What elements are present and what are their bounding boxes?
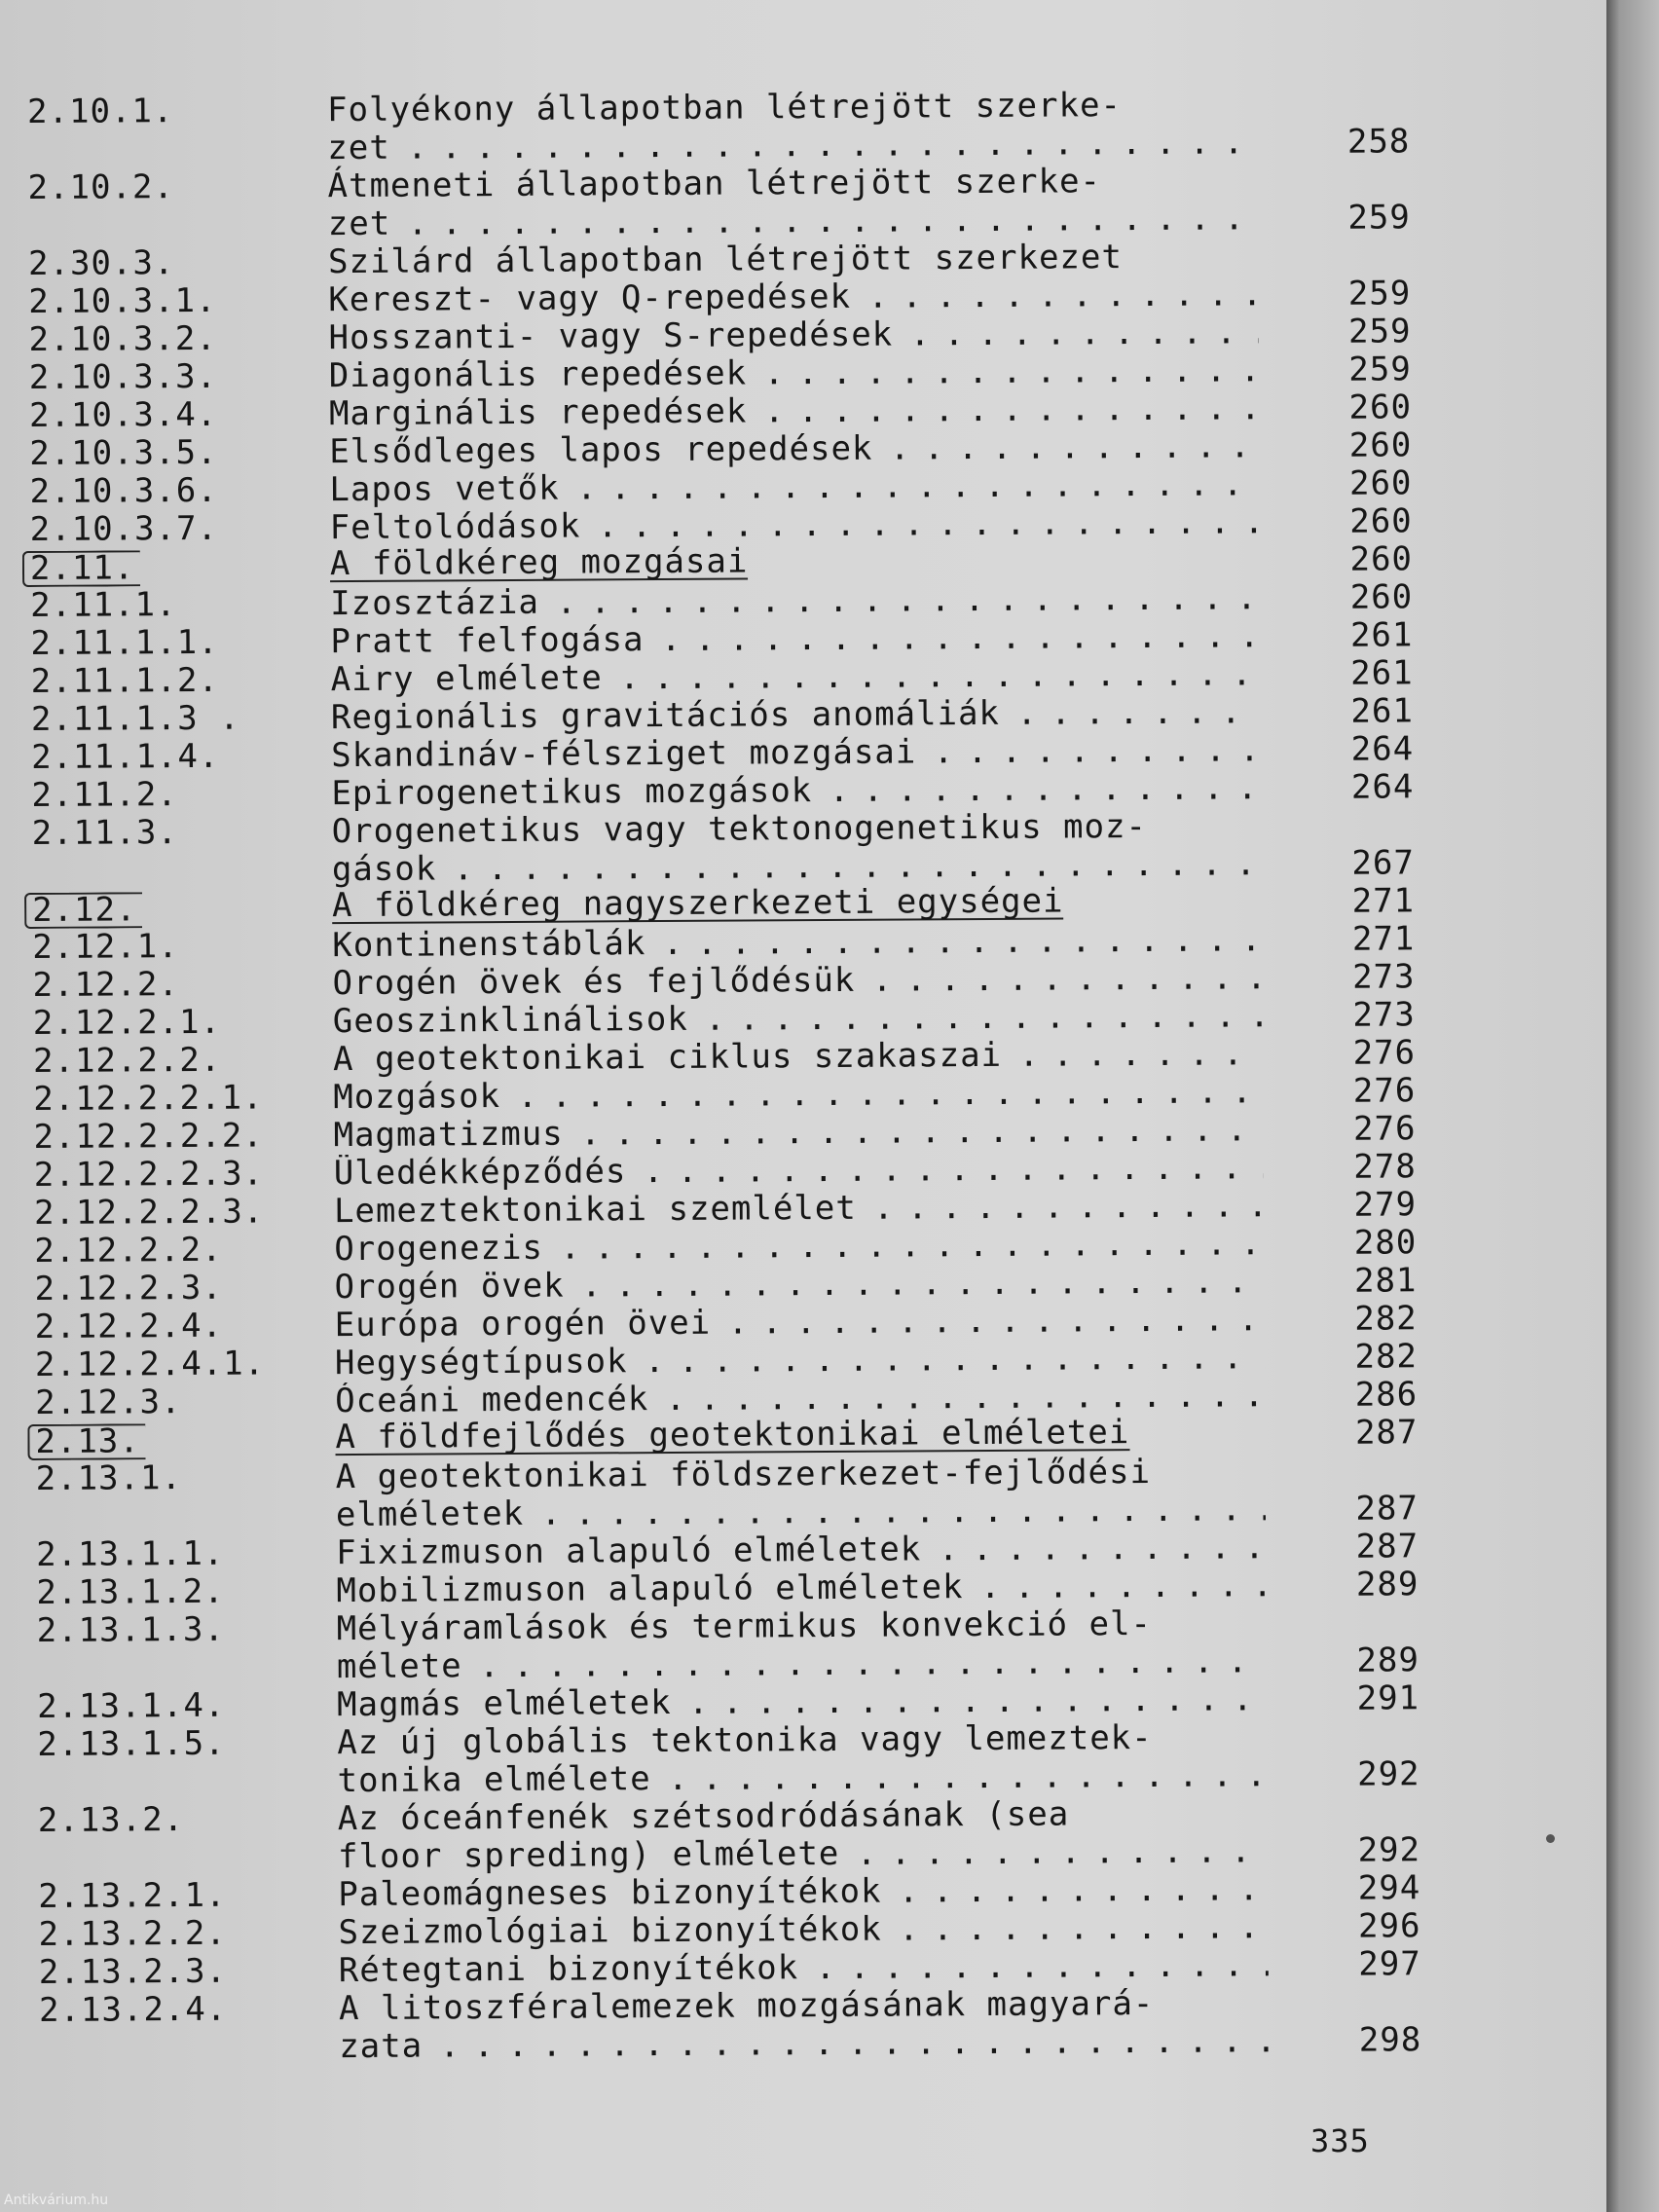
toc-title: Üledékképződés . . . [334, 1149, 1264, 1193]
toc-number: 2.30.3. [27, 243, 175, 283]
toc-page-number: 280 [1353, 1223, 1418, 1263]
toc-number: 2.12.2.2. [34, 1230, 223, 1271]
toc-entry [32, 806, 1415, 891]
toc-entry [38, 1793, 1420, 1878]
toc-page-number: 278 [1353, 1147, 1417, 1187]
toc-page-number: 291 [1356, 1678, 1420, 1718]
toc-number: 2.11.1.4. [31, 736, 220, 777]
toc-number: 2.11.1.1. [30, 622, 219, 663]
toc-page-number: 271 [1351, 881, 1416, 921]
toc-page-number: 260 [1349, 539, 1414, 579]
toc-number: 2.10.2. [27, 167, 175, 207]
toc-number: 2.10.1. [26, 92, 174, 131]
toc-title: A geotektonikai ciklus szakaszai . . . [333, 1035, 1263, 1079]
toc-title: zata . . . [339, 2022, 1269, 2066]
toc-title: Lapos vetők . . . [329, 465, 1259, 509]
toc-page-number: 286 [1354, 1375, 1419, 1415]
toc-page-number: 294 [1357, 1868, 1421, 1908]
toc-title: Geoszinklinálisok . . . [333, 997, 1263, 1041]
toc-number: 2.12.2.4. [34, 1306, 224, 1346]
toc-number: 2.12.2.1. [32, 1002, 222, 1043]
toc-page-number: 260 [1348, 463, 1413, 503]
toc-title: Airy elmélete . . . [331, 655, 1261, 699]
toc-number: 2.12.2.2.2. [33, 1116, 264, 1157]
toc-number: 2.12.3. [35, 1382, 182, 1422]
toc-title: Diagonális repedések . . . [329, 351, 1259, 395]
toc-number: 2.13.1. [35, 1458, 183, 1498]
toc-number: 2.13.2.2. [38, 1913, 227, 1954]
toc-title: Rétegtani bizonyítékok . . . [339, 1946, 1269, 1990]
toc-page-number: 276 [1352, 1071, 1417, 1111]
toc-page-number: 261 [1350, 691, 1415, 731]
toc-page-number: 261 [1350, 653, 1414, 693]
toc-number: 2.13.1.1. [36, 1533, 225, 1574]
toc-number: 2.12. [24, 892, 143, 929]
toc-title: Magmatizmus . . . [333, 1111, 1263, 1155]
page-number: 335 [1310, 2122, 1370, 2159]
toc-page-number: 259 [1347, 312, 1412, 351]
toc-title: Magmás elméletek . . . [337, 1680, 1267, 1724]
toc-number: 2.13.2.4. [38, 1989, 228, 2030]
toc-title: floor spreding) elmélete . . . [338, 1832, 1268, 1876]
toc-number: 2.11.2. [31, 775, 178, 815]
toc-page-number: 259 [1347, 274, 1412, 313]
toc-title: Mélyáramlások és termikus konvekció el- [336, 1604, 1153, 1649]
toc-title: A litoszféralemezek mozgásának magyará- [338, 1983, 1155, 2029]
toc-title: Mobilizmuson alapuló elméletek . . . [336, 1567, 1266, 1610]
toc-page-number: 282 [1354, 1299, 1418, 1339]
toc-title: zet . . . [328, 200, 1258, 243]
table-of-contents [27, 85, 1421, 2068]
toc-entry [37, 1604, 1419, 1688]
toc-page-number: 292 [1357, 1830, 1421, 1870]
toc-page-number: 267 [1351, 843, 1415, 883]
toc-title: Elsődleges lapos repedések . . . [329, 427, 1259, 471]
toc-number: 2.10.3.5. [29, 432, 218, 473]
toc-title: Folyékony állapotban létrejött szerke- [326, 86, 1123, 130]
toc-title: Marginális repedések . . . [329, 389, 1259, 433]
toc-number: 2.12.2.2. [32, 1040, 222, 1081]
toc-number: 2.12.2. [32, 965, 180, 1005]
toc-title: A földkéreg nagyszerkezeti egységei [331, 881, 1064, 926]
toc-title: Szilárd állapotban létrejött szerkezet [327, 238, 1124, 282]
toc-number: 2.12.2.3. [34, 1268, 223, 1309]
toc-number: 2.10.3.4. [28, 394, 218, 435]
toc-page-number: 273 [1352, 995, 1416, 1035]
toc-number: 2.11.3. [31, 813, 179, 853]
watermark: Antikvárium.hu [4, 2193, 109, 2208]
toc-entry [37, 1717, 1419, 1802]
toc-title: A földkéreg mozgásai [329, 541, 749, 584]
toc-title: Szeizmológiai bizonyítékok . . . [338, 1908, 1268, 1952]
toc-title: Izosztázia . . . [330, 579, 1260, 623]
toc-page-number: 282 [1354, 1337, 1419, 1377]
toc-title: Pratt felfogása . . . [330, 617, 1260, 661]
toc-page-number: 259 [1348, 350, 1412, 389]
toc-title: Feltolódások . . . [330, 503, 1260, 547]
toc-number: 2.10.3.7. [29, 508, 219, 549]
toc-entry [27, 161, 1410, 245]
toc-page-number: 297 [1358, 1944, 1421, 1984]
toc-title: Óceáni medencék . . . [335, 1377, 1265, 1420]
toc-title: Orogén övek és fejlődésük . . . [332, 959, 1262, 1003]
toc-page-number: 260 [1348, 425, 1413, 465]
toc-entry [27, 85, 1410, 169]
toc-page-number: 289 [1356, 1641, 1419, 1680]
toc-page-number: 281 [1353, 1261, 1418, 1301]
toc-entry [36, 1452, 1419, 1536]
toc-page-number: 289 [1355, 1565, 1419, 1604]
toc-page-number: 260 [1349, 501, 1413, 541]
toc-title: Skandináv-félsziget mozgásai . . . [331, 731, 1261, 775]
toc-title: Az új globális tektonika vagy lemeztek- [337, 1717, 1153, 1763]
paper-spot [1546, 1834, 1555, 1843]
toc-page-number: 273 [1352, 957, 1416, 997]
toc-title: Paleomágneses bizonyítékok . . . [338, 1870, 1268, 1914]
toc-title: Kontinenstáblák . . . [332, 921, 1262, 965]
toc-title: A földfejlődés geotektonikai elméletei [335, 1413, 1130, 1457]
toc-page-number: 271 [1351, 919, 1416, 959]
toc-page-number: 258 [1346, 122, 1411, 162]
toc-number: 2.13.2.3. [38, 1951, 228, 1992]
toc-page-number: 260 [1349, 577, 1414, 617]
toc-title: Lemeztektonikai szemlélet . . . [334, 1187, 1264, 1231]
toc-number: 2.13.1.4. [36, 1685, 226, 1726]
toc-title: tonika elmélete . . . [337, 1756, 1267, 1800]
toc-number: 2.13.1.2. [36, 1571, 225, 1612]
toc-title: gások . . . [332, 845, 1262, 889]
toc-title: Európa orogén övei . . . [335, 1301, 1265, 1345]
toc-number: 2.12.2.2.3. [33, 1154, 265, 1195]
toc-title: Epirogenetikus mozgások . . . [331, 769, 1261, 813]
toc-number: 2.10.3.1. [28, 280, 217, 321]
toc-page-number: 287 [1355, 1527, 1419, 1567]
toc-number: 2.13.2. [37, 1800, 185, 1840]
toc-page-number: 259 [1347, 198, 1411, 238]
toc-number: 2.10.3.6. [29, 470, 218, 511]
toc-number: 2.12.2.2.1. [33, 1078, 264, 1119]
toc-number: 2.12.2.2.3. [33, 1192, 265, 1233]
toc-number: 2.13. [27, 1423, 146, 1460]
toc-number: 2.13.1.3. [36, 1609, 225, 1650]
toc-title: Hegységtípusok . . . [335, 1339, 1265, 1382]
toc-title: Kereszt- vagy Q-repedések . . . [328, 276, 1258, 319]
page-edge-shadow [1606, 0, 1659, 2212]
toc-number: 2.11.1.2. [30, 660, 220, 701]
toc-page-number: 264 [1350, 767, 1415, 807]
toc-number: 2.13.1.5. [37, 1723, 226, 1764]
toc-page-number: 292 [1357, 1754, 1420, 1794]
toc-number: 2.10.3.3. [28, 356, 218, 397]
toc-title: elméletek . . . [336, 1491, 1266, 1534]
toc-title: mélete . . . [337, 1642, 1267, 1686]
toc-entry [39, 1983, 1421, 2068]
toc-title: zet . . . [327, 124, 1257, 167]
toc-page-number: 276 [1352, 1033, 1417, 1073]
toc-page-number: 261 [1349, 615, 1414, 655]
toc-number: 2.10.3.2. [28, 318, 217, 359]
toc-number: 2.12.2.4.1. [34, 1344, 266, 1384]
toc-number: 2.11.1. [30, 585, 177, 625]
toc-page-number: 296 [1357, 1906, 1421, 1946]
toc-page-number: 279 [1353, 1185, 1418, 1225]
toc-title: Hosszanti- vagy S-repedések . . . [328, 313, 1258, 357]
toc-page-number: 264 [1350, 729, 1415, 769]
toc-title: Mozgások . . . [333, 1073, 1263, 1117]
toc-title: Fixizmuson alapuló elméletek . . . [336, 1529, 1266, 1572]
toc-title: Regionális gravitációs anomáliák . . . [331, 693, 1261, 737]
toc-title: Az óceánfenék szétsodródásának (sea [337, 1794, 1070, 1839]
toc-title: A geotektonikai földszerkezet-fejlődési [335, 1452, 1152, 1497]
toc-page-number: 276 [1352, 1109, 1417, 1149]
toc-page-number: 287 [1355, 1489, 1419, 1529]
toc-page-number: 287 [1354, 1413, 1419, 1453]
toc-number: 2.13.2.1. [38, 1875, 227, 1916]
toc-title: Orogenetikus vagy tektonogenetikus moz- [331, 806, 1148, 852]
toc-number: 2.12.1. [32, 927, 179, 967]
toc-title: Orogén övek . . . [334, 1263, 1264, 1307]
toc-page-number: 260 [1348, 387, 1413, 427]
toc-page-number: 298 [1358, 2020, 1422, 2060]
toc-number: 2.11. [22, 550, 141, 587]
toc-number: 2.11.1.3 . [30, 698, 240, 739]
toc-title: Átmeneti állapotban létrejött szerke- [327, 162, 1102, 206]
toc-title: Orogenezis . . . [334, 1225, 1264, 1269]
